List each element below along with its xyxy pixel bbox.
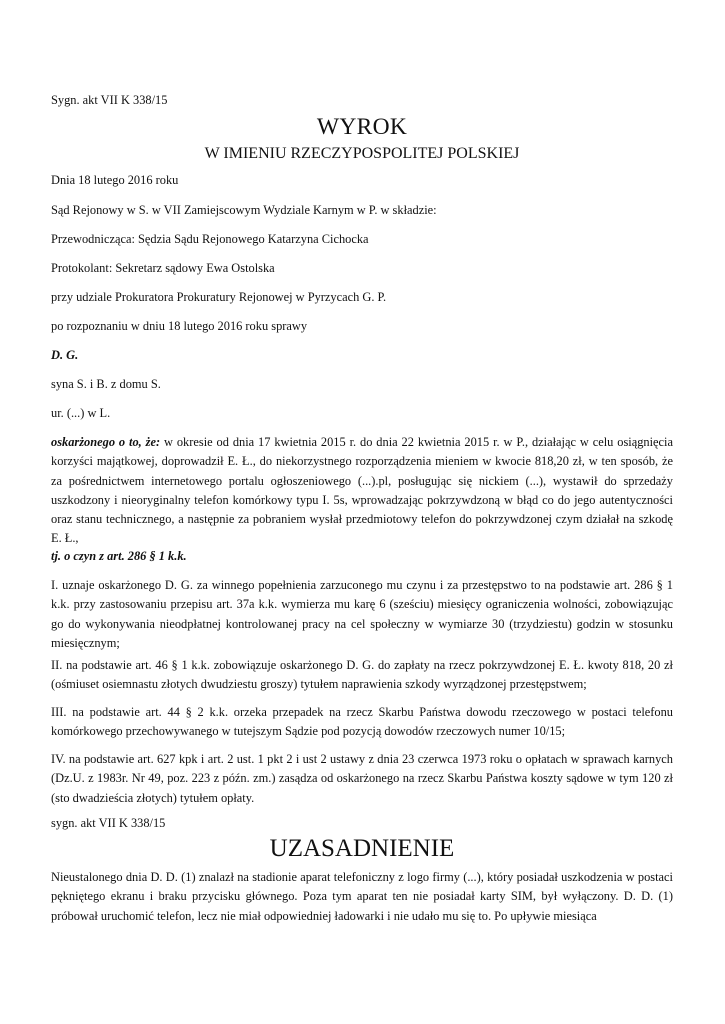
legal-article: tj. o czyn z art. 286 § 1 k.k. [51,549,187,563]
judgment-subtitle: W IMIENIU RZECZYPOSPOLITEJ POLSKIEJ [204,145,520,162]
charge-paragraph [51,433,673,549]
charge-lead: oskarżonego o to, że: [51,435,161,449]
charge-text: w okresie od dnia 17 kwietnia 2015 r. do dnia 22 kwietnia 2015 r. w P., działając w celu osiągnięcia korzyści majątkowej, doprowadził E. Ł., do niekorzystnego rozporządzenia mieniem w kwocie 818,20 zł, w ten sposób, że za pośrednictwem internetowego portalu ogłoszeniowego (...).pl, posługując się nickiem (...), wystawił do sprzedaży uszkodzony i nieoryginalny telefon komórkowy typu I. 5s, wprowadzając pokrzywdzoną w błąd co do jego autentyczności oraz stanu technicznego, a następnie za pobraniem wysłał przedmiotowy telefon do pokrzywdzonej czym działał na szkodę E. Ł., [51,435,673,546]
defendant-parents: syna S. i B. z domu S. [51,377,161,391]
case-signature-top: Sygn. akt VII K 338/15 [51,93,168,107]
verdict-point-3: III. na podstawie art. 44 § 2 k.k. orzeka przepadek na rzecz Skarbu Państwa dowodu rzeczowego w postaci telefonu komórkowego przechowywanego w tutejszym Sądzie pod pozycją dowodów rzeczowych numer 10/15; [51,705,673,739]
verdict-point-1: I. uznaje oskarżonego D. G. za winnego popełnienia zarzuconego mu czynu i za przestępstwo to na podstawie art. 286 § 1 k.k. przy zastosowaniu przepisu art. 37a k.k. wymierza mu karę 6 (sześciu) miesięcy ograniczenia wolności, zobowiązując go do wykonywania nieodpłatnej kontrolowanej pracy na cel społeczny w wymiarze 30 (trzydziestu) godzin w stosunku miesięcznym; [51,578,673,650]
judgment-title: WYROK [316,114,408,140]
case-signature-bottom: sygn. akt VII K 338/15 [51,816,166,830]
defendant-name: D. G. [51,348,79,362]
verdict-point-4: IV. na podstawie art. 627 kpk i art. 2 ust. 1 pkt 2 i ust 2 ustawy z dnia 23 czerwca 1973 roku o opłatach w sprawach karnych (Dz.U. z 1983r. Nr 49, poz. 223 z późn. zm.) zasądza od oskarżonego na rzecz Skarbu Państwa koszty sądowe w tym 120 zł (sto dwadzieścia złotych) tytułem opłaty. [51,752,673,805]
justification-paragraph: Nieustalonego dnia D. D. (1) znalazł na stadionie aparat telefoniczny z logo firmy (...), który posiadał uszkodzenia w postaci pękniętego ekranu i braku przycisku głównego. Poza tym aparat ten nie posiadał karty SIM, był wyłączony. D. D. (1) próbował uruchomić telefon, lecz nie miał odpowiedniej ładowarki i nie udało mu się to. Po upływie miesiąca [51,870,673,923]
presiding-judge: Przewodnicząca: Sędzia Sądu Rejonowego Katarzyna Cichocka [51,232,369,246]
court-clerk: Protokolant: Sekretarz sądowy Ewa Ostolska [51,261,275,275]
judgment-date: Dnia 18 lutego 2016 roku [51,173,179,187]
justification-title: UZASADNIENIE [269,835,455,862]
hearing-line: po rozpoznaniu w dniu 18 lutego 2016 roku sprawy [51,319,308,333]
defendant-birth: ur. (...) w L. [51,406,111,420]
court-composition: Sąd Rejonowy w S. w VII Zamiejscowym Wydziale Karnym w P. w składzie: [51,203,437,217]
verdict-point-2: II. na podstawie art. 46 § 1 k.k. zobowiązuje oskarżonego D. G. do zapłaty na rzecz pokrzywdzonej E. Ł. kwoty 818, 20 zł (ośmiuset osiemnastu złotych dwudziestu groszy) tytułem naprawienia szkody wyrządzonej przestępstwem; [51,658,673,692]
prosecutor-line: przy udziale Prokuratora Prokuratury Rejonowej w Pyrzycach G. P. [51,290,387,304]
